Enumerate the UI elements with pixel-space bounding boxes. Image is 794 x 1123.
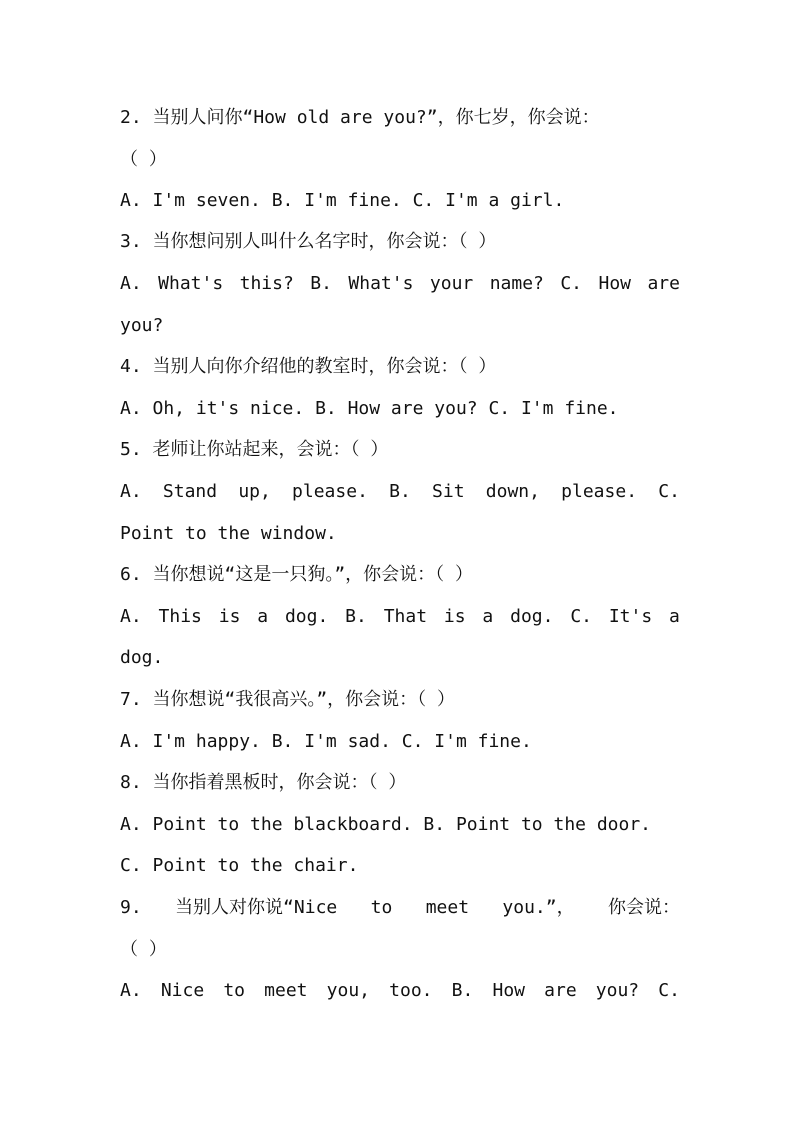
word: a (257, 606, 269, 627)
word: too. (389, 980, 433, 1001)
word: please. (561, 481, 638, 502)
word: is (218, 606, 241, 627)
word: a (669, 606, 680, 627)
word: meet (264, 980, 308, 1001)
word: That (383, 606, 428, 627)
word: name? (489, 273, 544, 294)
q7-stem: 7. 当你想说“我很高兴。”，你会说：（ ） (120, 689, 456, 710)
word: C. (560, 273, 583, 294)
word: A. (120, 273, 142, 294)
q3-stem: 3. 当你想问别人叫什么名字时，你会说：（ ） (120, 231, 497, 252)
q8-options-cont: C. Point to the chair. (120, 855, 359, 876)
word: C. (658, 481, 680, 502)
word: C. (658, 980, 680, 1001)
q7-options: A. I'm happy. B. I'm sad. C. I'm fine. (120, 731, 532, 752)
q8-stem: 8. 当你指着黑板时，你会说：（ ） (120, 772, 407, 793)
q5-options-cont: Point to the window. (120, 523, 337, 544)
word: Nice (160, 980, 205, 1001)
word: C. (570, 606, 592, 627)
word: meet (425, 897, 470, 918)
word: to (223, 980, 246, 1001)
word: How (598, 273, 631, 294)
word: a (482, 606, 494, 627)
q2-stem: 2. 当别人问你“How old are you?”，你七岁，你会说： (120, 107, 600, 128)
q6-stem: 6. 当你想说“这是一只狗。”，你会说：（ ） (120, 564, 474, 585)
word: How (492, 980, 525, 1001)
word: is (443, 606, 466, 627)
q3-options (120, 272, 680, 296)
word: Sit (432, 481, 465, 502)
word: B. (310, 273, 332, 294)
word: up, (238, 481, 271, 502)
word: Stand (162, 481, 218, 502)
word: down, (485, 481, 540, 502)
word: A. (120, 980, 142, 1001)
q5-stem: 5. 老师让你站起来，会说：（ ） (120, 439, 389, 460)
q4-stem: 4. 当别人向你介绍他的教室时，你会说：（ ） (120, 356, 497, 377)
word: B. (389, 481, 411, 502)
word: you? (595, 980, 640, 1001)
q4-options: A. Oh, it's nice. B. How are you? C. I'm fine. (120, 398, 619, 419)
word: It's (608, 606, 653, 627)
q6-options (120, 605, 680, 629)
word: B. (345, 606, 367, 627)
word: 当别人对你说“Nice (175, 897, 338, 918)
word: 你会说： (607, 897, 680, 918)
q5-options (120, 480, 680, 504)
word: are (647, 273, 680, 294)
word: What's (158, 273, 224, 294)
q9-bracket: （ ） (120, 939, 167, 960)
q8-options: A. Point to the blackboard. B. Point to the door. (120, 814, 652, 835)
word: you.”， (502, 897, 575, 918)
word: dog. (510, 606, 554, 627)
word: please. (292, 481, 368, 502)
word: A. (120, 606, 142, 627)
word: your (429, 273, 474, 294)
q9-stem (120, 896, 680, 920)
q9-options (120, 979, 680, 1003)
word: B. (451, 980, 474, 1001)
q3-options-cont: you? (120, 315, 164, 336)
word: are (544, 980, 577, 1001)
word: A. (120, 481, 142, 502)
word: This (158, 606, 202, 627)
word: 9. (120, 897, 142, 918)
q6-options-cont: dog. (120, 647, 164, 668)
q2-bracket: （ ） (120, 149, 167, 170)
word: dog. (284, 606, 329, 627)
word: What's (348, 273, 414, 294)
word: to (370, 897, 393, 918)
word: this? (239, 273, 294, 294)
word: you, (326, 980, 371, 1001)
q2-options: A. I'm seven. B. I'm fine. C. I'm a girl. (120, 190, 565, 211)
